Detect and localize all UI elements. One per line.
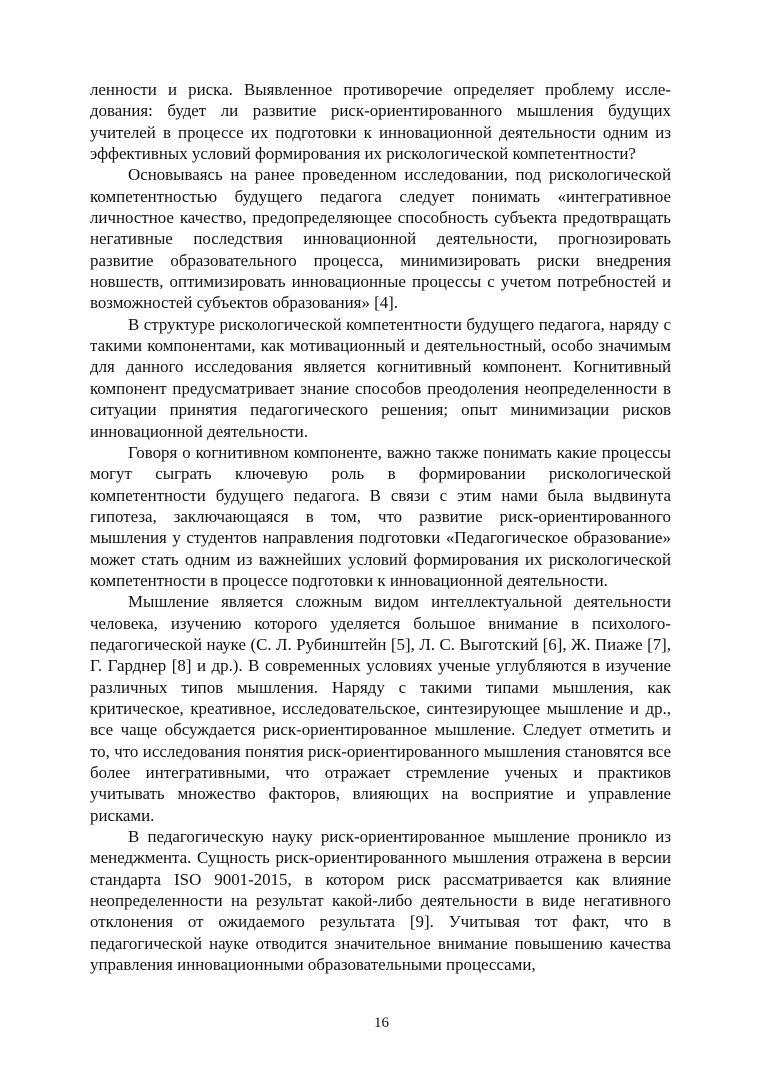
- paragraph-thinking: Мышление является сложным видом интеллектуальной деятельности человека, изучению которого уделяется большое внимание в психолого-педагогической науке (С. Л. Рубинштейн [5], Л. С. Выготский [6], Ж. Пиаже [7], Г. Гарднер [8] и др.). В современных условиях ученые углубляются в изучение различных типов мышления. Наряду с такими типами мышления, как критическое, креативное, исследовательское, синтезирующее мышление и др., все чаще обсуждается риск-ориентированное мышление. Следует отметить и то, что исследования понятия риск-ориентированного мышления становятся все более интегративными, что отражает стремление ученых и практиков учитывать множество факторов, влияющих на восприятие и управление рисками.: [90, 592, 671, 825]
- paragraph-hypothesis: Говоря о когнитивном компоненте, важно также понимать какие процессы могут сыграть ключевую роль в формировании рискологической компетентности будущего педагога. В связи с этим нами была выдвинута гипотеза, заключающаяся в том, что развитие риск-ориентированного мышления у студентов направления подготовки «Педагогическое образование» может стать одним из важнейших условий формирования их рискологической компетентности в процессе подготовки к инновационной деятельности.: [90, 442, 671, 590]
- page-number: 16: [374, 1015, 389, 1031]
- body-text: [90, 79, 671, 975]
- paragraph-definition: Основываясь на ранее проведенном исследовании, под рискологической компетентностью будущего педагога следует понимать «интегративное личностное качество, предопределяющее способность субъекта предотвращать негативные последствия инновационной деятельности, прогнозировать развитие образовательного процесса, минимизировать риски внедрения новшеств, оптимизировать инновационные процессы с учетом потребностей и возможностей субъектов образования» [4].: [90, 165, 671, 313]
- paragraph-management: В педагогическую науку риск-ориентированное мышление проникло из менеджмента. Сущность риск-ориентированного мышления отражена в версии стандарта ISO 9001-2015, в котором риск рассматривается как влияние неопределенности на результат какой-либо деятельности в виде негативного отклонения от ожидаемого результата [9]. Учитывая тот факт, что в педагогической науке отводится значительное внимание повышению качества управления инновационными образовательными процессами,: [90, 827, 671, 975]
- paragraph-continuation: ленности и риска. Выявленное противоречие определяет проблему исследования: будет ли развитие риск-ориентированного мышления будущих учителей в процессе их подготовки к инновационной деятельности одним из эффективных условий формирования их рискологической компетентности?: [90, 80, 671, 164]
- paragraph-structure: В структуре рискологической компетентности будущего педагога, наряду с такими компонентами, как мотивационный и деятельностный, особо значимым для данного исследования является когнитивный компонент. Когнитивный компонент предусматривает знание способов преодоления неопределенности в ситуации принятия педагогического решения; опыт минимизации рисков инновационной деятельности.: [90, 314, 671, 441]
